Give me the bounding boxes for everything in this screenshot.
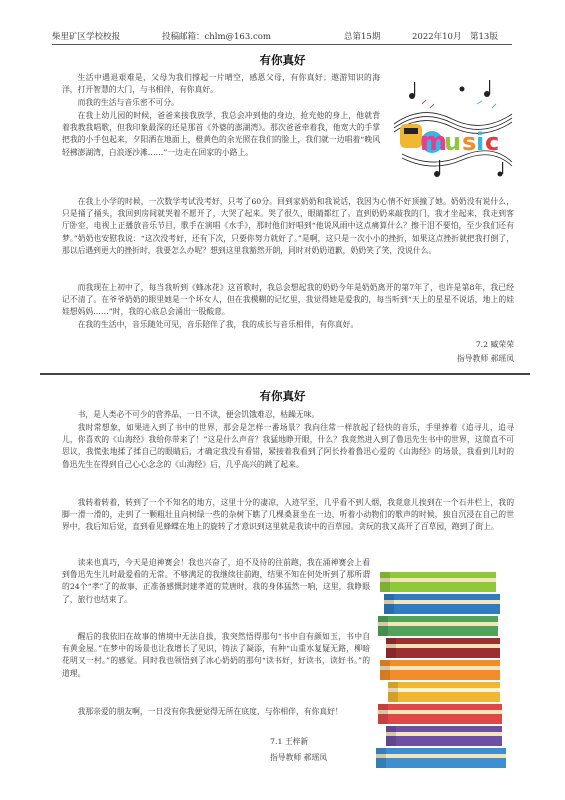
article1-author: 7.2 臧荣荣 <box>475 340 514 349</box>
page-header <box>52 30 512 44</box>
issue-date: 2022年10月 <box>412 32 462 42</box>
article2-paragraph: 我转着转着，转到了一个不知名的地方，这里十分的凄凉，人迹罕至，几乎看不到人烟，我竟意儿挨到在一个石井栏上，我的脚一滑一滑的，走到了一颗粗壮且向树绿一些的杂树下瞧了几棵桑葚坐在一边，听着小动物们的歌声的时候，独自沉浸在自己的世界中，我后知后觉，直到看见蜂蝶在地上的旋转了才意识到这里就是我读中的百草园。贪玩的我又高开了百草园，跑到了街上。 <box>62 498 514 532</box>
article2-paragraph: 书，是人类必不可少的营养品，一日不读，便会饥饿难忍，枯躁无味。 <box>77 410 320 419</box>
article1-paragraph: 而我的生活与音乐密不可分。 <box>77 98 179 107</box>
stacked-books-illustration <box>370 558 520 778</box>
article2-teacher: 指导教师 郝瑶凤 <box>270 753 328 762</box>
article1-paragraph: 生活中遇退艰难是，父母为我们撑起一片晴空，感恩父母，有你真好；遨游知识的海洋，打开智慧的大门，与书相伴，有你真好。 <box>62 73 380 95</box>
svg-text:u: u <box>444 128 462 156</box>
school-name: 柴里矿区学校校报 <box>52 32 121 42</box>
header-rule <box>52 44 512 45</box>
article2-paragraph: 我时常想象，如果进入到了书中的世界，那会是怎样一番场景？我向往常一样放起了轻快的音乐，手里捧着《追寻儿，追寻儿，你喜欢的《山海经》我给你带来了！”这是什么声音？我猛地睁开眼，什么？我竟然进入到了鲁迅先生书中的世界，这简直不可思议，我慌张地揉了揉自己的眼睛后，才确定我没有看错，紧接着我看到了阿长拎着鲁迅心爱的《山海经》的场景，我看到儿时的鲁迅先生在得到自己心心念念的《山海经》后，几乎高兴的跳了起来。 <box>62 423 514 469</box>
article1-paragraph: 而我现在上初中了，每当我听到《蜂冰花》这首歌时，我总会想起我的奶奶今年是奶奶离开的第7年了，也许是第8年，我已经记不清了。在爷爷奶奶的眼里她是一个坏女人，但在我模糊的记忆里，我觉得她是爱我的，每当听到“天上的星星不说话，地上的娃娃想妈妈……”时，我的心底总会涌出一股酸意。 <box>62 283 514 317</box>
issue-number: 第13版 <box>470 32 498 42</box>
article1-paragraph: 在我的生活中，音乐随处可见，音乐陪伴了我，我的成长与音乐相伴，有你真好。 <box>77 320 359 329</box>
article1-teacher: 指导教师 郝瑶凤 <box>456 354 514 363</box>
svg-text:i: i <box>476 128 485 156</box>
article2-paragraph: 醒后的我依旧在故事的情境中无法自拔，我突然悟得那句“书中自有颜如玉，书中自有黄金屋。”在梦中的场景也让我增长了见识，铸法了凝添，有种“山重水复疑无路，柳暗花明又一村。”的感觉。同时我也领悟到了冰心奶奶的那句“读书好，好读书，读好书。”的道理。 <box>62 632 370 678</box>
submission-email: 投稿邮箱：chlm@163.com <box>162 32 271 42</box>
article2-title: 有你真好 <box>259 389 306 403</box>
issue-total: 总第15期 <box>344 32 381 42</box>
article2-author: 7.1 王梓新 <box>270 737 309 746</box>
article2-paragraph: 读来也真巧，今天是迫神赛会！我也兴奋了，迫不及待的往前跑，我在涌神赛会上看到鲁迅先生儿时最爱看的无常。不够满足的我继续往前跑，结果不知在何处听到了那所谓的24个“孝”了的故事，正准备感慨封建孝道的荒唐时，我的身体猛然一响，这里，我睁眼了，旅行也结束了。 <box>62 558 370 604</box>
article2-paragraph: 我那亲爱的朋友啊，一日没有你我便觉得无所在底度，与你相伴，有你真好！ <box>77 707 343 716</box>
svg-text:m: m <box>420 127 448 157</box>
music-banner-illustration <box>392 74 514 188</box>
article1-paragraph: 在我上幼儿园的时候，爸爸来接我放学，我总会冲到他的身边，抢充他的身上，他就背着我教我唱歌，但我印象最深的还是那首《外婆的澎湖湾》。那次爸爸牵着我，他宽大的手掌把我的小手包起来，夕阳洒在地面上，橙黄色的余光照在我们的脸上，我们就一边唱着“晚风轻拂澎湖湾，白浪逐沙滩……”一边走在回家的小路上。 <box>62 111 380 157</box>
svg-text:s: s <box>462 128 477 156</box>
svg-text:c: c <box>485 128 500 156</box>
article-separator <box>40 373 530 375</box>
article1-paragraph: 在我上小学的时候，一次数学考试没考好，只考了60分。回到家奶奶和我说话，我因为心情不好顶撞了她。奶奶没有说什么，只是捅了捅头，我回到房间就哭着不愿开了，大哭了起来。哭了很久，眼睛都红了。直到奶奶来敲我的门，我才坐起来，我走到客厅卧室，电视上正播放音乐节目，歌手在演唱《水手》，那时他们好唱到“他说风雨中这点痛算什么？擦干泪不要怕，至少我们还有梦。”奶奶也安慰我说：“这次没考好，还有下次，只要你努力就好了。”是啊，这只是一次小小的挫折，如果这点挫折就把我打倒了，那以后遇到更大的挫折时，我要怎么办呢？想到这里我豁然开朗，同时对奶奶道歉，奶奶笑了笑，没说什么。 <box>62 197 514 255</box>
article1-title: 有你真好 <box>259 53 306 67</box>
